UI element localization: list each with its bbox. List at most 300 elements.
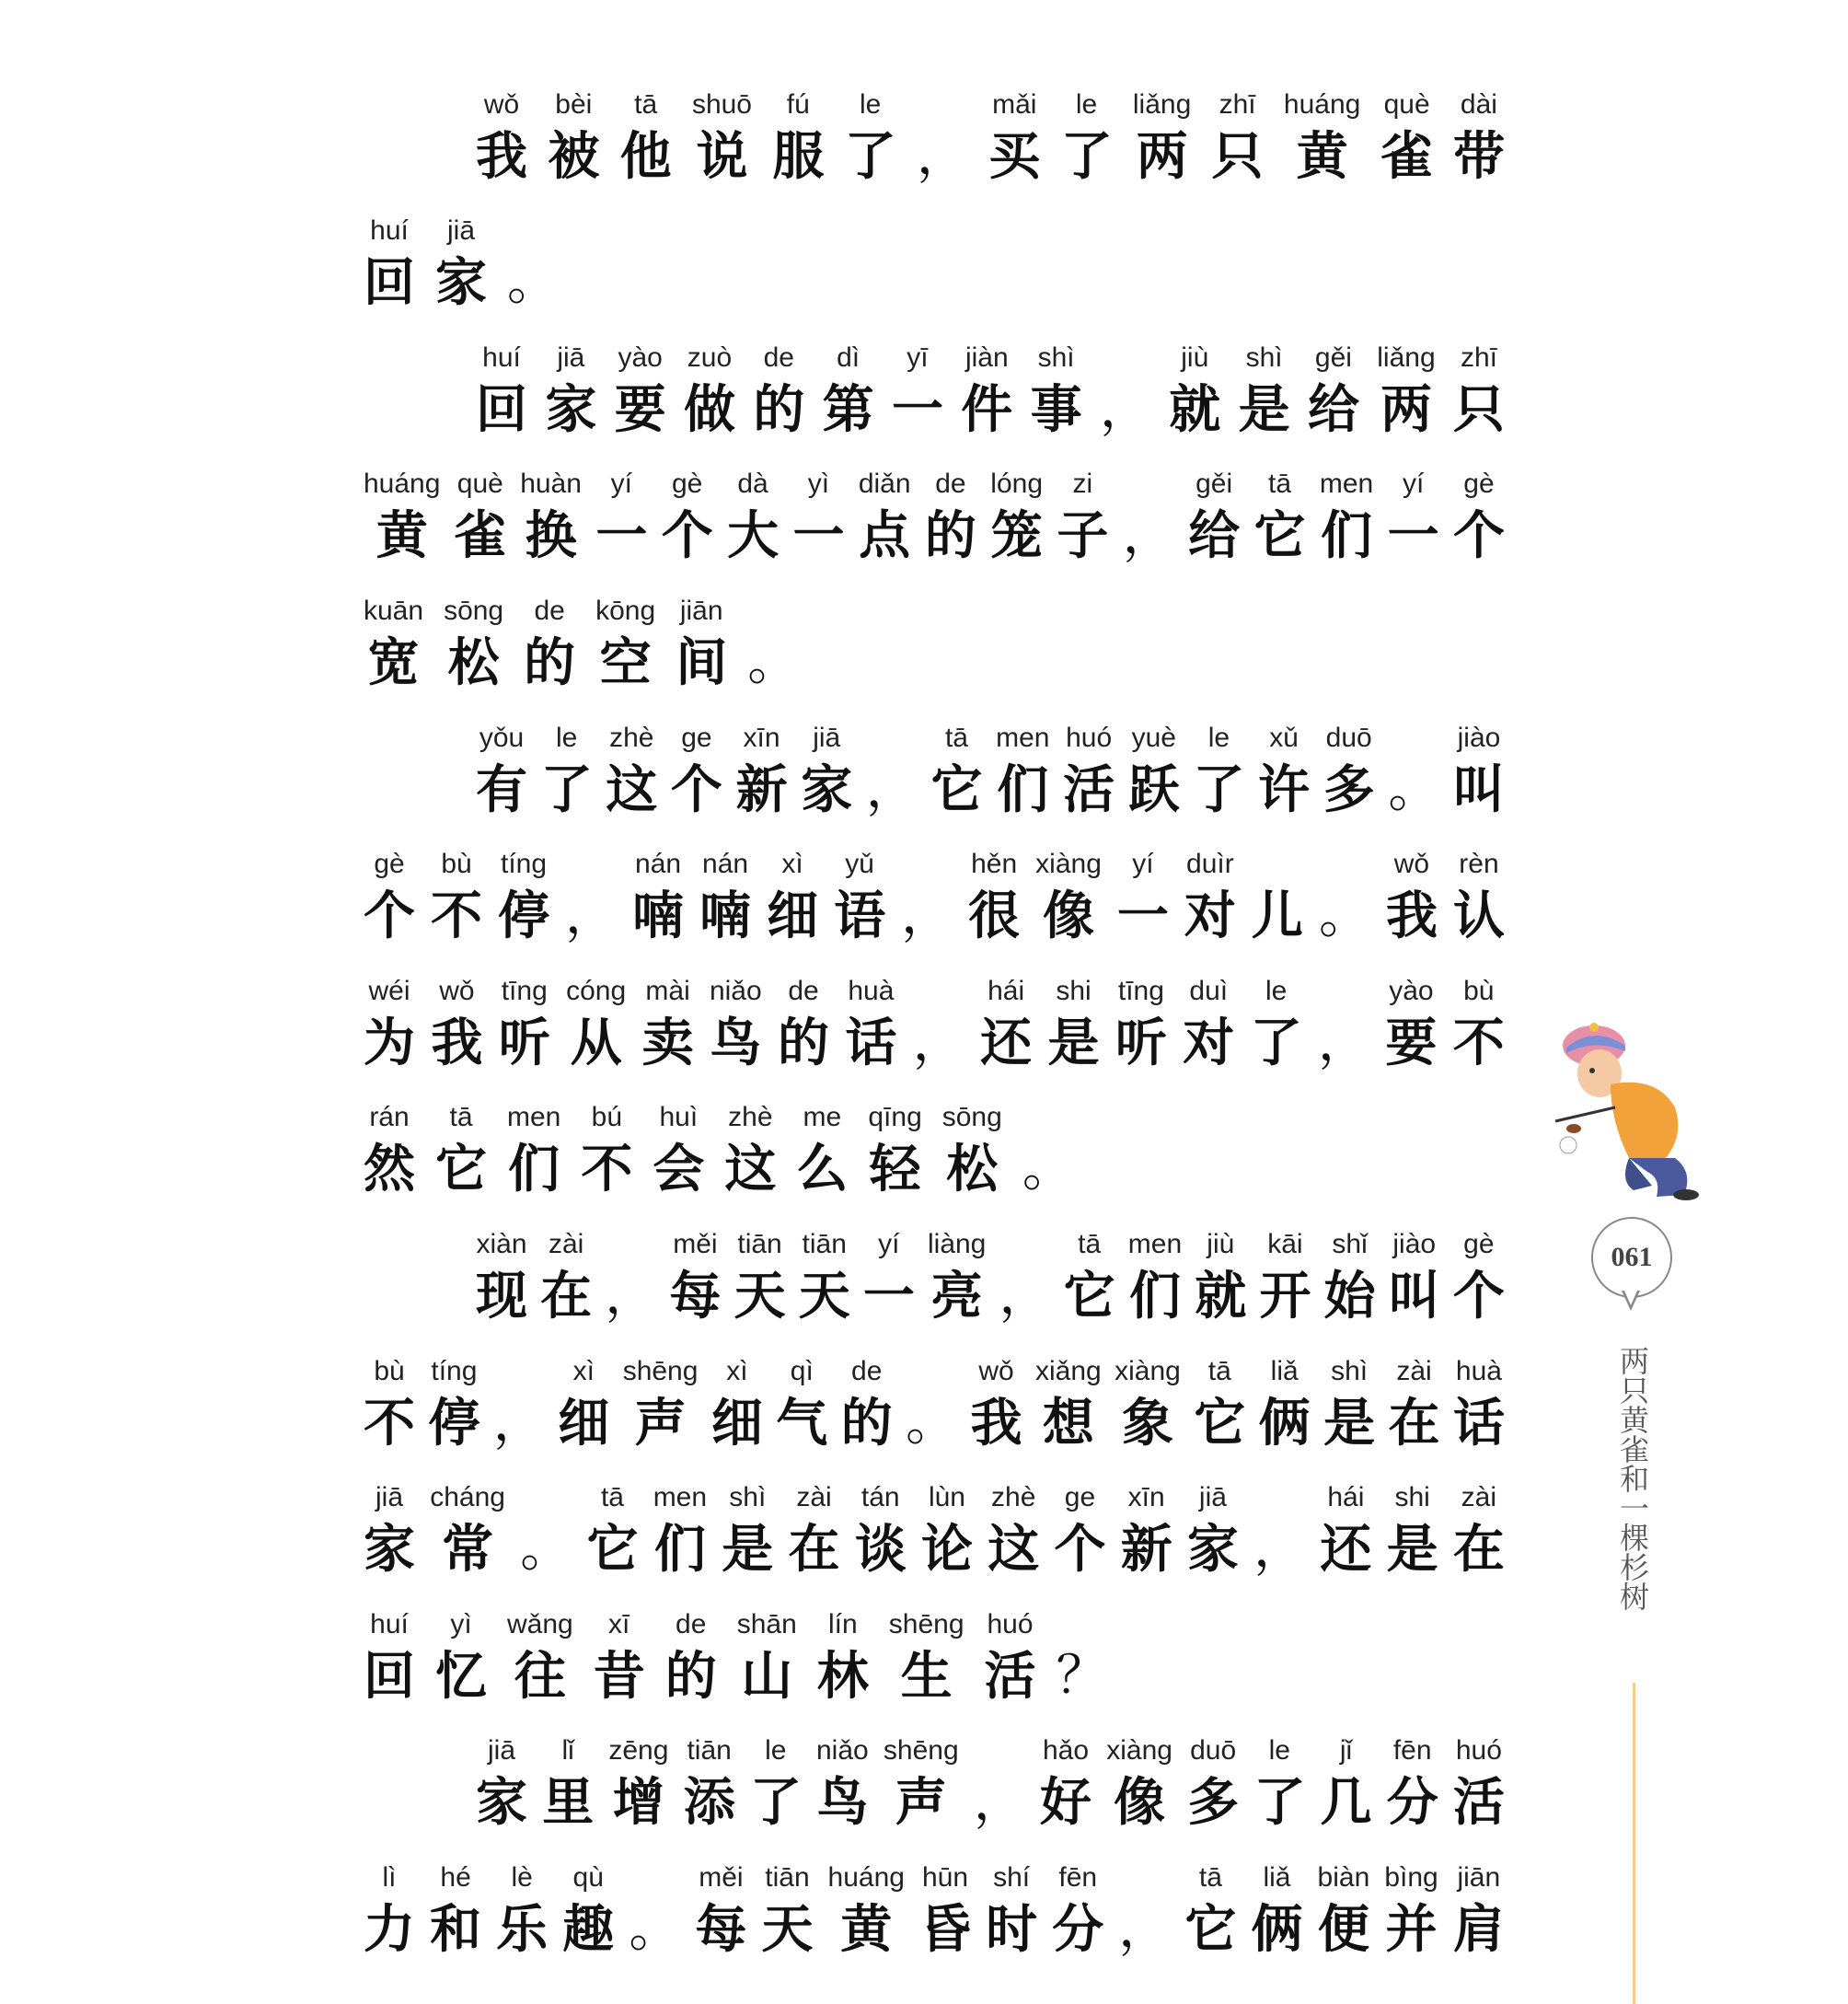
character-cell [772, 87, 824, 190]
punctuation-cell [917, 87, 968, 190]
pinyin: lóng [990, 469, 1043, 500]
pinyin: jiā [375, 1482, 403, 1513]
pinyin: jiù [1207, 1228, 1235, 1259]
character-cell [884, 1732, 959, 1836]
hanzi: 两 [1136, 125, 1188, 187]
character-cell [985, 1606, 1036, 1709]
pinyin: xiǎng [1034, 1355, 1102, 1386]
character-cell [364, 1859, 415, 1963]
character-cell [1259, 1353, 1311, 1456]
punctuation-cell [1318, 973, 1369, 1076]
character-cell [942, 1099, 1002, 1202]
punctuation-cell [1388, 720, 1439, 823]
punctuation-mark: 。 [1318, 886, 1370, 946]
hanzi: 们 [508, 1139, 560, 1200]
text-line [364, 1329, 1505, 1456]
character-cell [558, 1353, 609, 1456]
pinyin: wǎng [507, 1608, 573, 1639]
hanzi: 很 [968, 886, 1021, 947]
character-cell [841, 1353, 893, 1456]
pinyin: shì [1331, 1355, 1369, 1386]
hanzi: 它 [586, 1519, 639, 1581]
hanzi: 服 [772, 125, 825, 187]
hanzi: 给 [1188, 505, 1241, 567]
character-cell [595, 593, 655, 696]
hanzi: 个 [364, 886, 415, 947]
pinyin: cóng [566, 975, 627, 1006]
hanzi: 还 [980, 1012, 1033, 1073]
punctuation-cell [866, 720, 918, 823]
text-line [364, 1202, 1505, 1329]
character-cell [1259, 1226, 1311, 1329]
pinyin: dài [1460, 88, 1497, 120]
pinyin: xì [572, 1355, 595, 1386]
pinyin: xiàng [1106, 1735, 1172, 1767]
hanzi: 声 [634, 1392, 687, 1454]
hanzi: 儿 [1251, 886, 1303, 947]
pinyin: jiào [1392, 1228, 1437, 1259]
pinyin: yí [610, 469, 632, 500]
pinyin: gè [672, 469, 703, 500]
hanzi: 家 [801, 759, 853, 820]
pinyin: xiàng [1115, 1355, 1181, 1386]
punctuation-cell [1100, 340, 1151, 443]
punctuation-cell [1118, 1859, 1170, 1963]
pinyin: zhī [1460, 342, 1497, 373]
character-cell [1258, 720, 1310, 823]
character-cell [859, 466, 911, 569]
punctuation-mark: ？ [1056, 1645, 1108, 1706]
hanzi: 黄 [840, 1898, 893, 1960]
hanzi: 不 [581, 1139, 633, 1200]
hanzi: 话 [1452, 1392, 1505, 1454]
character-cell [1453, 1859, 1505, 1963]
pinyin: xiàn [476, 1228, 527, 1259]
character-cell [968, 846, 1020, 949]
hanzi: 这 [988, 1519, 1040, 1581]
hanzi: 的 [524, 631, 576, 693]
punctuation-cell [605, 1226, 656, 1329]
text-line-cells [364, 569, 1505, 696]
pinyin: lín [827, 1608, 858, 1639]
character-cell [695, 1859, 746, 1963]
character-cell [711, 1353, 763, 1456]
hanzi: 家 [1186, 1519, 1239, 1581]
pinyin: shì [1245, 342, 1283, 373]
pinyin: xiàng [1035, 849, 1102, 880]
character-cell [1187, 1479, 1239, 1582]
character-cell [431, 846, 482, 949]
character-cell [581, 1099, 632, 1202]
pinyin: huàn [520, 469, 582, 500]
pinyin: shí [993, 1861, 1031, 1893]
pinyin: le [1207, 722, 1230, 753]
pinyin: men [1319, 469, 1374, 500]
pinyin: biàn [1317, 1861, 1370, 1893]
hanzi: 鸟 [816, 1772, 869, 1834]
character-cell [430, 1479, 505, 1582]
pinyin: hěn [971, 849, 1018, 880]
character-cell [1321, 1732, 1372, 1836]
text-line-cells [364, 1076, 1505, 1203]
character-cell [796, 1099, 848, 1202]
pinyin: xīn [1127, 1482, 1165, 1513]
punctuation-mark: ， [1318, 1012, 1370, 1072]
punctuation-cell [520, 1479, 572, 1582]
character-cell [1318, 1859, 1370, 1963]
hanzi: 了 [844, 125, 896, 187]
text-line-cells [364, 1836, 1505, 1963]
text-line-cells [364, 443, 1505, 570]
hanzi: 回 [364, 252, 415, 314]
punctuation-cell [1253, 1479, 1305, 1582]
pinyin: yí [878, 1228, 900, 1259]
punctuation-mark: ， [605, 1265, 657, 1326]
text-line-cells [364, 823, 1505, 950]
pinyin: shì [1037, 342, 1075, 373]
pinyin: men [653, 1482, 708, 1513]
pinyin: jiā [487, 1735, 515, 1767]
text-line-cells [364, 316, 1505, 443]
punctuation-mark: 。 [507, 252, 559, 313]
pinyin: shi [1056, 975, 1091, 1006]
character-cell [684, 1732, 735, 1836]
hanzi: 忆 [435, 1645, 487, 1707]
pinyin: dì [837, 342, 860, 373]
hanzi: 论 [920, 1519, 973, 1581]
character-cell [1386, 846, 1438, 949]
character-cell [1184, 846, 1236, 949]
pinyin: de [534, 595, 565, 626]
hanzi: 卖 [641, 1012, 694, 1073]
pinyin: fēn [1392, 1735, 1432, 1767]
pinyin: jiù [1181, 342, 1209, 373]
hanzi: 轻 [869, 1139, 921, 1200]
pinyin: nán [635, 849, 682, 880]
hanzi: 家 [364, 1519, 415, 1581]
hanzi: 生 [900, 1645, 953, 1707]
punctuation-mark: ， [973, 1772, 1025, 1833]
character-cell [1453, 973, 1505, 1076]
character-cell [986, 1859, 1037, 1963]
hanzi: 了 [1193, 759, 1245, 820]
pinyin: jiào [1457, 722, 1501, 753]
hanzi: 间 [676, 631, 728, 693]
hanzi: 个 [1054, 1519, 1106, 1581]
hanzi: 买 [988, 125, 1041, 187]
hanzi: 叫 [1388, 1265, 1440, 1326]
pinyin: huí [482, 342, 521, 373]
hanzi: 像 [1114, 1772, 1166, 1834]
character-cell [665, 1606, 717, 1709]
character-cell [1453, 1479, 1505, 1582]
punctuation-cell [747, 593, 799, 696]
character-cell [615, 340, 666, 443]
hanzi: 跃 [1127, 759, 1180, 820]
hanzi: 山 [741, 1645, 793, 1707]
pinyin: hái [988, 975, 1025, 1006]
character-cell [919, 1859, 971, 1963]
character-cell [845, 973, 896, 1076]
punctuation-mark: ， [901, 886, 953, 946]
character-cell [737, 1606, 797, 1709]
pinyin: liǎng [1377, 342, 1436, 373]
character-cell [606, 720, 657, 823]
character-cell [1061, 87, 1113, 190]
hanzi: 子 [1057, 505, 1109, 567]
pinyin: liǎ [1263, 1861, 1291, 1893]
hanzi: 分 [1386, 1772, 1438, 1834]
pinyin: fēn [1058, 1861, 1098, 1893]
hanzi: 黄 [1296, 125, 1348, 187]
pinyin: bìng [1384, 1861, 1438, 1893]
punctuation-cell [1123, 466, 1174, 569]
hanzi: 做 [683, 378, 735, 440]
hanzi: 么 [796, 1139, 849, 1200]
character-cell [1384, 1859, 1438, 1963]
pinyin: jiā [1198, 1482, 1227, 1513]
hanzi: 宽 [367, 631, 420, 693]
character-cell [1254, 466, 1306, 569]
hanzi: 它 [1253, 505, 1306, 567]
hanzi: 并 [1385, 1898, 1438, 1960]
hanzi: 细 [558, 1392, 610, 1454]
character-cell [792, 466, 844, 569]
character-cell [1453, 1732, 1505, 1836]
character-cell [828, 1859, 905, 1963]
text-line [364, 823, 1505, 950]
hanzi: 细 [710, 1392, 763, 1454]
hanzi: 松 [946, 1139, 999, 1200]
text-line [364, 1076, 1505, 1203]
hanzi: 语 [834, 886, 886, 947]
pinyin: měi [673, 1228, 718, 1259]
pinyin: shi [1394, 1482, 1430, 1513]
character-cell [671, 720, 722, 823]
character-cell [669, 1226, 721, 1329]
character-cell [431, 973, 482, 1076]
character-cell [1169, 340, 1220, 443]
hanzi: 为 [364, 1012, 415, 1073]
hanzi: 两 [1380, 378, 1432, 440]
hanzi: 的 [924, 505, 976, 567]
character-cell [562, 1859, 614, 1963]
pinyin: zuò [687, 342, 733, 373]
pinyin: bú [591, 1102, 623, 1133]
hanzi: 要 [614, 378, 666, 440]
character-cell [364, 466, 440, 569]
hanzi: 我 [970, 1392, 1022, 1454]
pinyin: měi [699, 1861, 744, 1893]
character-cell [1453, 1353, 1505, 1456]
pinyin: tiān [737, 1228, 782, 1259]
hanzi: 一 [862, 1265, 915, 1326]
hanzi: 了 [749, 1772, 802, 1834]
hanzi: 想 [1042, 1392, 1094, 1454]
character-cell [889, 1606, 964, 1709]
hanzi: 只 [1452, 378, 1505, 440]
hanzi: 每 [669, 1265, 722, 1326]
character-cell [988, 87, 1040, 190]
hanzi: 它 [1184, 1898, 1237, 1960]
character-cell [1195, 1226, 1246, 1329]
pinyin: tā [944, 722, 968, 753]
character-cell [1389, 1353, 1440, 1456]
character-cell [608, 1732, 668, 1836]
pinyin: liàng [927, 1228, 987, 1259]
character-cell [476, 87, 527, 190]
character-cell [801, 720, 852, 823]
character-cell [1284, 87, 1360, 190]
pinyin: bù [1463, 975, 1495, 1006]
character-cell [1385, 973, 1437, 1076]
pinyin: ge [1064, 1482, 1096, 1513]
pinyin: xì [781, 849, 803, 880]
character-cell [1184, 1859, 1236, 1963]
hanzi: 和 [430, 1898, 482, 1960]
pinyin: gè [1463, 469, 1495, 500]
hanzi: 细 [767, 886, 819, 947]
pinyin: xīn [743, 722, 780, 753]
hanzi: 增 [612, 1772, 664, 1834]
character-cell [476, 1226, 527, 1329]
character-cell [476, 340, 527, 443]
hanzi: 声 [895, 1772, 947, 1834]
hanzi: 点 [859, 505, 911, 567]
text-line [364, 63, 1505, 190]
hanzi: 新 [735, 759, 788, 820]
pinyin: tiān [687, 1735, 732, 1767]
hanzi: 喃 [699, 886, 752, 947]
hanzi: 趣 [562, 1898, 615, 1960]
pinyin: yí [1132, 849, 1154, 880]
character-cell [1239, 340, 1290, 443]
hanzi: 对 [1183, 1012, 1235, 1073]
character-cell [1453, 87, 1505, 190]
character-cell [1193, 720, 1244, 823]
pinyin: gěi [1314, 342, 1352, 373]
pinyin: de [851, 1355, 883, 1386]
pinyin: jiā [446, 215, 475, 247]
text-line-cells [364, 1582, 1505, 1709]
pinyin: kāi [1267, 1228, 1303, 1259]
hanzi: 肩 [1452, 1898, 1505, 1960]
character-cell [799, 1226, 850, 1329]
hanzi: 个 [661, 505, 713, 567]
side-divider-line [1633, 1683, 1635, 2004]
pinyin: tā [600, 1482, 624, 1513]
character-cell [710, 973, 762, 1076]
hanzi: 气 [776, 1392, 828, 1454]
punctuation-cell [565, 846, 617, 949]
character-cell [1251, 973, 1302, 1076]
pinyin: yào [1389, 975, 1434, 1006]
hanzi: 个 [1452, 1265, 1505, 1326]
pinyin: tā [1198, 1861, 1222, 1893]
pinyin: wéi [368, 975, 410, 1006]
punctuation-mark: 。 [1388, 759, 1440, 819]
pinyin: zài [796, 1482, 832, 1513]
hanzi: 时 [986, 1898, 1038, 1960]
pinyin: liǎng [1132, 88, 1192, 120]
character-cell [1308, 340, 1359, 443]
pinyin: huáng [364, 469, 441, 500]
hanzi: 事 [1030, 378, 1082, 440]
pinyin: kōng [595, 595, 656, 626]
character-cell [684, 340, 735, 443]
character-cell [498, 846, 549, 949]
pinyin: zài [1461, 1482, 1497, 1513]
character-cell [921, 1479, 973, 1582]
pinyin: bèi [555, 88, 593, 120]
character-cell [364, 973, 415, 1076]
punctuation-mark: 。 [1022, 1139, 1074, 1199]
pinyin: qù [572, 1861, 604, 1893]
hanzi: 分 [1052, 1898, 1104, 1960]
character-cell [1117, 846, 1169, 949]
hanzi: 的 [664, 1645, 717, 1707]
pinyin: le [555, 722, 578, 753]
hanzi: 第 [822, 378, 874, 440]
text-line [364, 1582, 1505, 1709]
hanzi: 带 [1452, 125, 1505, 187]
hanzi: 我 [1385, 886, 1438, 947]
hanzi: 许 [1258, 759, 1311, 820]
pinyin: jiā [557, 342, 585, 373]
pinyin: de [676, 1608, 707, 1639]
hanzi: 松 [447, 631, 500, 693]
character-cell [1253, 1732, 1305, 1836]
pinyin: tā [1207, 1355, 1231, 1386]
pinyin: lǐ [561, 1735, 574, 1767]
hanzi: 然 [364, 1139, 415, 1200]
hanzi: 他 [619, 125, 672, 187]
punctuation-cell [999, 1226, 1051, 1329]
hanzi: 停 [498, 886, 550, 947]
punctuation-cell [507, 213, 559, 316]
punctuation-mark: ， [1099, 378, 1151, 439]
pinyin: huáng [827, 1861, 905, 1893]
character-cell [1453, 846, 1505, 949]
punctuation-mark: ， [1253, 1519, 1306, 1580]
pinyin: yào [618, 342, 663, 373]
hanzi: 黄 [375, 505, 428, 567]
pinyin: bù [441, 849, 472, 880]
character-cell [778, 973, 829, 1076]
character-cell [722, 1479, 773, 1582]
hanzi: 回 [476, 378, 527, 440]
pinyin: ge [681, 722, 712, 753]
hanzi: 乐 [496, 1898, 549, 1960]
hanzi: 只 [1211, 125, 1264, 187]
pinyin: niǎo [816, 1735, 869, 1767]
pinyin: nán [702, 849, 749, 880]
hanzi: 一 [1116, 886, 1169, 947]
hanzi: 们 [653, 1519, 706, 1581]
hanzi: 个 [670, 759, 722, 820]
pinyin: huí [370, 215, 409, 247]
pinyin: hǎo [1043, 1735, 1090, 1767]
character-cell [520, 466, 582, 569]
character-cell [961, 340, 1012, 443]
text-line [364, 949, 1505, 1076]
character-cell [1212, 87, 1264, 190]
character-cell [699, 846, 751, 949]
hanzi: 停 [428, 1392, 480, 1454]
character-cell [548, 87, 599, 190]
pinyin: rèn [1459, 849, 1499, 880]
hanzi: 天 [798, 1265, 850, 1326]
